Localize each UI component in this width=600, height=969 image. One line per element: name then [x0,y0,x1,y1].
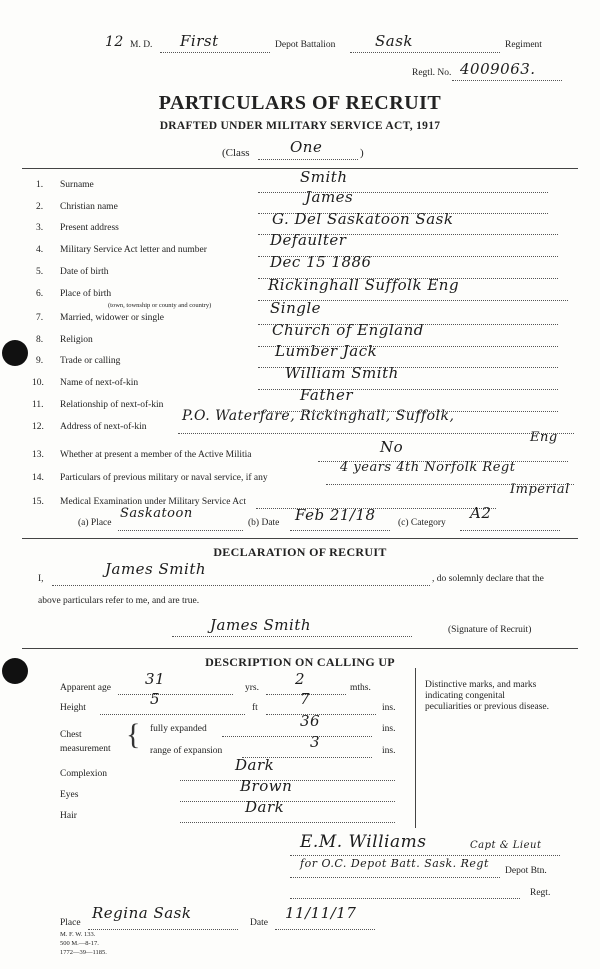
christian-name-label: Christian name [60,202,118,212]
md-label: M. D. [130,40,153,50]
declaration-heading: DECLARATION OF RECRUIT [213,545,387,559]
depot-btn-label: Depot Btn. [505,866,547,876]
next-of-kin-address-extra: Eng [530,430,558,445]
surname-label: Surname [60,180,94,190]
next-of-kin-value: William Smith [285,364,399,382]
range-ins-label: ins. [382,746,396,756]
religion-label: Religion [60,335,93,345]
feet-label: ft [252,703,258,713]
declaration-name-value: James Smith [105,560,207,578]
range-of-expansion-value: 3 [310,733,321,751]
trade-label: Trade or calling [60,356,121,366]
range-of-expansion-label: range of expansion [150,746,223,756]
inches-label: ins. [382,703,396,713]
chest-label: Chest [60,730,82,740]
form-title: PARTICULARS OF RECRUIT [158,92,442,114]
next-of-kin-label: Name of next-of-kin [60,378,139,388]
complexion-value: Dark [235,756,275,774]
hair-value: Dark [245,798,285,816]
footer-date-value: 11/11/17 [285,904,357,922]
height-ft-value: 5 [150,690,161,708]
relationship-label: Relationship of next-of-kin [60,400,164,410]
complexion-label: Complexion [60,769,107,779]
place-of-birth-hint: (town, township or county and country) [108,302,212,309]
height-in-value: 7 [300,690,311,708]
surname-value: Smith [300,168,348,186]
footer-place-value: Regina Sask [92,904,192,922]
place-of-birth-value: Rickinghall Suffolk Eng [268,276,460,294]
officer-rank: Capt & Lieut [470,840,542,851]
relationship-value: Father [300,386,354,404]
regtl-no-value: 4009063. [460,60,536,78]
class-value: One [290,138,323,156]
form-code-3: 1772—39—1185. [60,949,107,956]
apparent-age-months: 2 [295,670,306,688]
depot-battalion-value: Sask [375,32,414,50]
date-of-birth-value: Dec 15 1886 [270,253,372,271]
hair-label: Hair [60,811,77,821]
regt-label: Regt. [530,888,551,898]
punch-hole-top [2,340,28,366]
next-of-kin-address-value: P.O. Waterfare, Rickinghall, Suffolk, [182,408,455,424]
regiment-label: Regiment [505,40,542,50]
fully-expanded-value: 36 [300,712,321,730]
previous-service-extra: Imperial [510,482,570,497]
depot-battalion-label: Depot Battalion [275,40,336,50]
active-militia-value: No [380,438,404,456]
fully-expanded-ins-label: ins. [382,724,396,734]
officer-signature: E.M. Williams [300,832,427,852]
medical-date-value: Feb 21/18 [295,506,376,524]
apparent-age-label: Apparent age [60,683,111,693]
marital-status-label: Married, widower or single [60,313,164,323]
months-label: mths. [350,683,371,693]
footer-place-label: Place [60,918,81,928]
declaration-text-2: above particulars refer to me, and are true. [38,596,200,606]
msa-letter-number-value: Defaulter [270,231,347,249]
previous-service-value: 4 years 4th Norfolk Regt [340,460,516,475]
header-prefix-number: 12 [105,34,124,50]
trade-value: Lumber Jack [275,342,378,360]
apparent-age-years: 31 [145,670,166,688]
recruit-signature: James Smith [210,616,312,634]
measurement-label: measurement [60,744,111,754]
description-heading: DESCRIPTION ON CALLING UP [205,655,395,669]
active-militia-label: Whether at present a member of the Active Militia [60,450,252,460]
previous-service-label: Particulars of previous military or naval service, if any [60,473,268,483]
place-of-birth-label: Place of birth [60,289,112,299]
officer-for-line: for O.C. Depot Batt. Sask. Regt [300,857,489,870]
fully-expanded-label: fully expanded [150,724,207,734]
date-of-birth-label: Date of birth [60,267,109,277]
form-code-2: 500 M.—8-17. [60,940,99,947]
present-address-value: G. Del Saskatoon Sask [272,210,454,228]
medical-place-label: (a) Place [78,518,112,528]
next-of-kin-address-label: Address of next-of-kin [60,422,147,432]
years-label: yrs. [245,683,259,693]
present-address-label: Present address [60,223,119,233]
medical-exam-label: Medical Examination under Military Service Act [60,497,246,507]
eyes-value: Brown [240,777,293,795]
marital-status-value: Single [270,299,322,317]
declaration-text-1: , do solemnly declare that the [432,574,544,584]
recruit-form: 12 M. D. First Depot Battalion Sask Regiment Regtl. No. 4009063. PARTICULARS OF RECRUIT DRAFTED UNDER MILITARY SERVICE ACT, 1917 (Class One ) 1. Surname Smith 2. Christian name James 3. Present address G. Del Saskatoon Sask 4. Military Service Act letter and number Defaulter 5. Date of birth Dec 15 1886 6. Place of birth (town, township or county and country) Rickinghall Suffolk Eng 7. Married, widower or single Single 8. Religion Church of England 9. Trade or calling Lumber Jack 10. Name of next-of-kin William Smith 11. Relationship of next-of-kin Father 12. Address of next-of-kin P.O. Waterfare, Rickinghall, Suffolk, Eng 13. Whether at present a member of the Active Militia No 14. Particulars of previous military or naval service, if any 4 years 4th Norfolk Regt Imperial 15. Medical Examination under Military Service Act (a) Place Saskatoon (b) Date Feb 21/18 (c) Category A2 DECLARATION OF RECRUIT I, James Smith , do solemnly declare that the above particulars refer to me, and are true. James Smith (Signature of Recruit) DESCRIPTION ON CALLING UP Apparent age 31 yrs. 2 mths. Height 5 ft 7 ins. Chest measurement { fully expanded 36 ins. range of expansion 3 ins. Complexion Dark Eyes Brown Hair Dark Distinctive marks, and marks indicating congenital peculiarities or previous disease. E.M. Williams Capt & Lieut for O.C. Depot Batt. Sask. Regt Depot Btn. Regt. Place Regina Sask Date 11/11/17 M. F. W. 133. 500 M.—8-17. 1772—39—1185. [0,0,600,969]
medical-category-value: A2 [470,504,492,522]
eyes-label: Eyes [60,790,79,800]
religion-value: Church of England [272,321,424,339]
medical-date-label: (b) Date [248,518,280,528]
medical-place-value: Saskatoon [120,506,193,521]
footer-date-label: Date [250,918,268,928]
christian-name-value: James [305,188,354,206]
distinctive-marks-text: Distinctive marks, and marks indicating congenital peculiarities or previous disease. [425,680,549,712]
height-label: Height [60,703,86,713]
declaration-i-label: I, [38,574,44,584]
class-label: (Class [222,147,250,159]
md-value: First [180,32,219,50]
chest-brace: { [126,718,141,751]
recruit-signature-label: (Signature of Recruit) [448,625,532,635]
msa-letter-number-label: Military Service Act letter and number [60,245,207,255]
regtl-no-label: Regtl. No. [412,68,452,78]
medical-category-label: (c) Category [398,518,446,528]
form-subtitle: DRAFTED UNDER MILITARY SERVICE ACT, 1917 [159,120,441,132]
form-code-1: M. F. W. 133. [60,931,96,938]
